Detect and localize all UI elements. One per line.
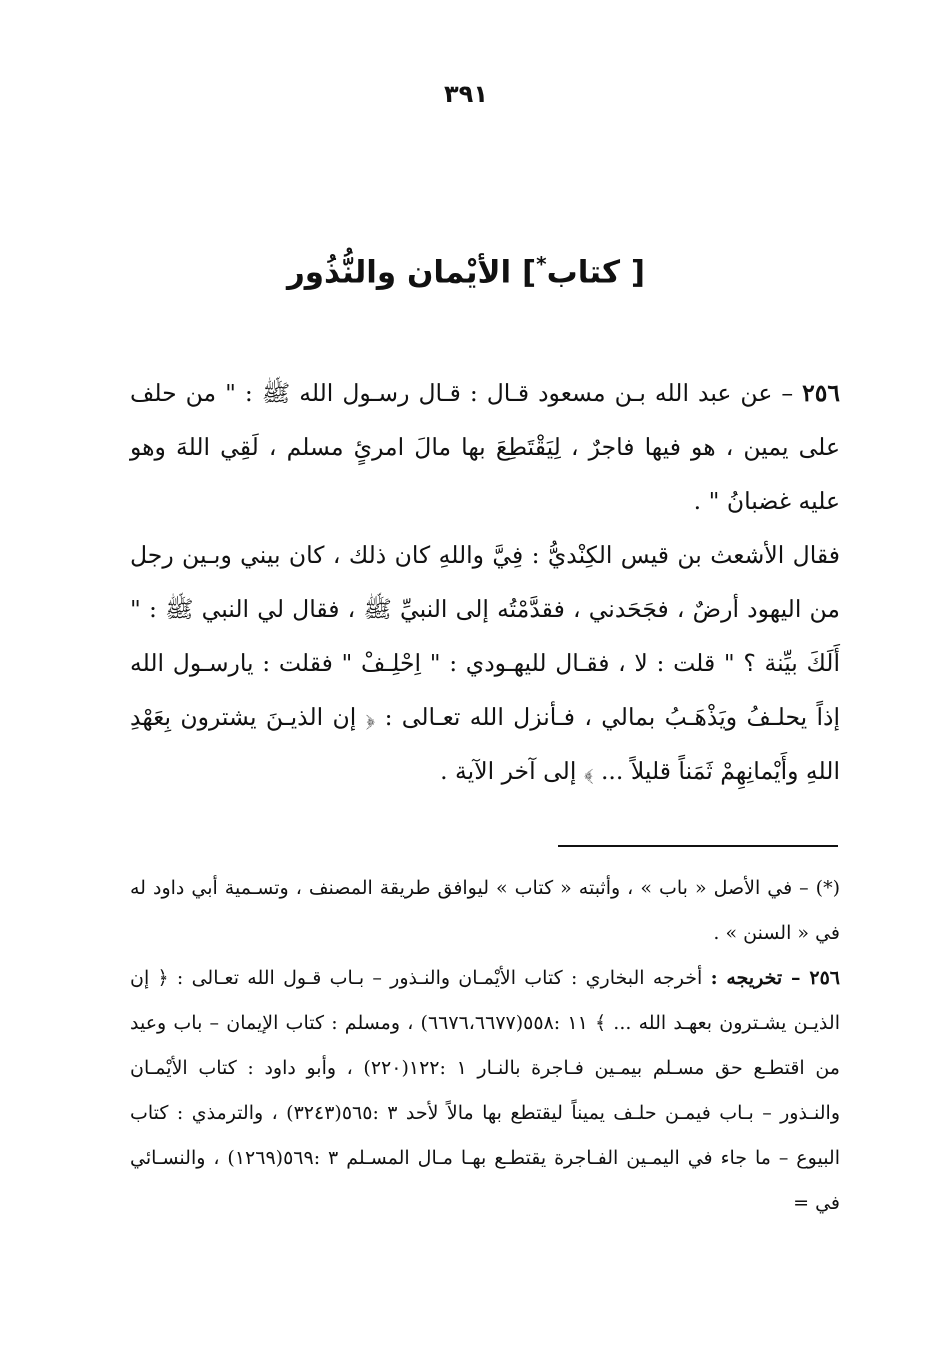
hadith-paragraph-1 [130, 366, 840, 528]
chapter-title-prefix: [ كتاب [546, 254, 646, 291]
hadith-body [130, 366, 840, 798]
footnote-star: (*) – في الأصل « باب » ، وأثبته « كتاب » ليوافق طريقة المصنف ، وتسـمية أبي داود له في « السنن » . [130, 877, 840, 944]
chapter-title [0, 252, 932, 290]
footnote-takhrij [130, 956, 840, 1226]
footnotes [130, 866, 840, 1226]
chapter-title-footnote-mark: * [536, 252, 547, 276]
hadith-number: ٢٥٦ [802, 379, 840, 407]
takhrij-text: أخرجه البخاري : كتاب الأيْمـان والنـذور – بـاب قـول الله تعـالى : ﴿ إن الذيـن يشـترون بعهـد الله ... ﴾ ١١ :٥٥٨(٦٦٧٦،٦٦٧٧) ، ومسلم : كتاب الإيمان – باب وعيد من اقتطـع حق مسـلم بيمـين فـاجرة بالنـار ١ :١٢٢(٢٢٠) ، وأبو داود : كتاب الأيْمـان والنـذور – بـاب فيمـن حلـف يميناً ليقتطع بها مالاً لأحد ٣ :٥٦٥(٣٢٤٣) ، والترمذي : كتاب البيوع – ما جاء في اليمـين الفـاجرة يقتطـع بهـا مـال المسـلم ٣ :٥٦٩(١٢٦٩) ، والنسـائي في = [130, 967, 840, 1214]
chapter-title-suffix: ] الأيْمان والنُّذُور [286, 254, 537, 291]
hadith-text: – عن عبد الله بـن مسعود قـال : قـال رسـول الله ﷺ : " من حلف على يمين ، هو فيها فاجرٌ ، لِيَقْتَطِعَ بها مالَ امرئٍ مسلم ، لَقِي اللهَ وهو عليه غضبانُ " . [130, 379, 840, 515]
page-number: ٣٩١ [444, 80, 488, 108]
hadith-paragraph-2: فقال الأشعث بن قيس الكِنْديُّ : فِيَّ واللهِ كان ذلك ، كان بيني وبـين رجل من اليهود أرضٌ ، فجَحَدني ، فقدَّمْتُه إلى النبيِّ ﷺ ، فقال لي النبي ﷺ : " أَلَكَ بيِّنة ؟ " قلت : لا ، فقـال لليهـودي : " اِحْلِـفْ " فقلت : يارسـول الله إذاً يحلـفُ ويَذْهَـبُ بمالي ، فـأنزل الله تعـالى : ﴿ إن الذيـنَ يشترون بِعَهْدِ اللهِ وأَيْمانِهِمْ ثَمَناً قليلاً ... ﴾ إلى آخر الآية . [130, 541, 840, 785]
takhrij-label: ٢٥٦ – تخريجه : [710, 967, 841, 989]
footnote-divider [558, 845, 838, 847]
